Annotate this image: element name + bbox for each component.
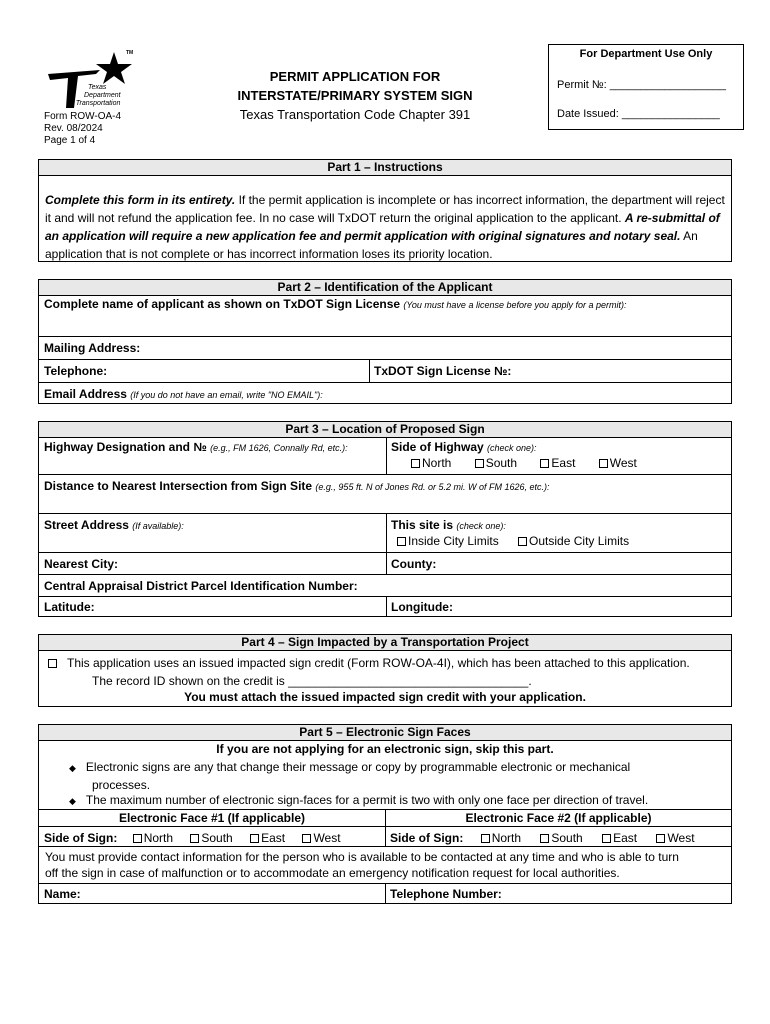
email-field[interactable] <box>39 385 328 403</box>
contact-row <box>39 883 731 904</box>
contact-notice: You must provide contact information for the person who is available to be contacted at any time and who is able to turn off the sign in case of malfunction or to accommodate an emergency notification request for local authorities. <box>45 850 679 880</box>
part5-electronic-faces <box>38 724 732 904</box>
applicant-name-field[interactable] <box>39 295 632 313</box>
longitude-field[interactable]: Longitude: <box>391 600 453 614</box>
site-limits <box>386 516 511 534</box>
site-label: This site is <box>391 518 454 532</box>
part2-heading: Part 2 – Identification of the Applicant <box>39 280 731 296</box>
side-north-checkbox[interactable]: North <box>411 456 451 470</box>
contact-name-field[interactable]: Name: <box>44 887 81 901</box>
inside-city-checkbox[interactable]: Inside City Limits <box>397 534 499 548</box>
bullet-icon: ◆ <box>69 763 76 773</box>
part3-heading: Part 3 – Location of Proposed Sign <box>39 422 731 438</box>
email-hint: (If you do not have an email, write "NO EMAIL"): <box>130 390 323 400</box>
part1-body-2: An application that is not complete or has incorrect information loses its priority location. <box>45 229 698 261</box>
city-row <box>39 552 731 574</box>
distance-field[interactable] <box>39 477 555 495</box>
face2-west-checkbox[interactable]: West <box>656 831 694 845</box>
face1-east-checkbox[interactable]: East <box>250 831 285 845</box>
sign-license-field[interactable]: TxDOT Sign License №: <box>374 364 512 378</box>
telephone-row <box>39 359 731 382</box>
applicant-name-hint: (You must have a license before you apply for a permit): <box>403 300 627 310</box>
form-title <box>200 67 510 124</box>
permit-number-field[interactable]: Permit №: ___________________ <box>557 79 726 91</box>
logo-line3: of Transportation <box>68 100 121 107</box>
bullet-2: ◆ The maximum number of electronic sign-faces for a permit is two with only one face per direction of travel. <box>69 793 649 807</box>
attach-credit-notice: You must attach the issued impacted sign credit with your application. <box>184 690 586 704</box>
form-number: Form ROW-OA-4 <box>44 111 122 122</box>
part1-emphasis-1: Complete this form in its entirety. <box>45 193 236 207</box>
highway-field[interactable] <box>39 438 353 456</box>
logo-line1: Texas <box>88 84 107 91</box>
department-use-box <box>548 44 744 130</box>
logo-line2: Department <box>84 92 121 99</box>
site-hint: (check one): <box>456 521 506 531</box>
side-checkboxes <box>411 456 637 470</box>
county-field[interactable]: County: <box>391 557 437 571</box>
face2-heading: Electronic Face #2 (If applicable) <box>465 811 652 825</box>
part5-heading: Part 5 – Electronic Sign Faces <box>39 725 731 741</box>
distance-row <box>39 474 731 513</box>
title-line1: PERMIT APPLICATION FOR <box>269 69 441 84</box>
checkbox-icon <box>250 834 259 843</box>
side-hint: (check one): <box>487 443 537 453</box>
skip-notice: If you are not applying for an electronic sign, skip this part. <box>216 742 554 756</box>
checkbox-icon <box>540 459 549 468</box>
checkbox-icon <box>602 834 611 843</box>
side-east-checkbox[interactable]: East <box>540 456 575 470</box>
latitude-field[interactable]: Latitude: <box>44 600 95 614</box>
side-west-checkbox[interactable]: West <box>599 456 637 470</box>
outside-city-checkbox[interactable]: Outside City Limits <box>518 534 629 548</box>
side-of-highway <box>386 438 542 456</box>
checkbox-icon <box>540 834 549 843</box>
face2-side: Side of Sign: North South East West <box>390 831 695 845</box>
applicant-name-label: Complete name of applicant as shown on TxDOT Sign License <box>44 297 401 311</box>
date-issued-field[interactable]: Date Issued: ________________ <box>557 108 720 120</box>
highway-row <box>39 437 731 474</box>
contact-notice-row <box>39 846 731 883</box>
face2-south-checkbox[interactable]: South <box>540 831 582 845</box>
impacted-credit-option[interactable] <box>43 654 695 672</box>
part1-heading: Part 1 – Instructions <box>39 160 731 176</box>
checkbox-icon <box>48 659 57 668</box>
face2-east-checkbox[interactable]: East <box>602 831 637 845</box>
department-use-heading: For Department Use Only <box>579 48 713 60</box>
mailing-row <box>39 336 731 359</box>
highway-label: Highway Designation and № <box>44 440 207 454</box>
mailing-address-field[interactable]: Mailing Address: <box>44 341 141 355</box>
checkbox-icon <box>302 834 311 843</box>
bullet-1: ◆ Electronic signs are any that change their message or copy by programmable electronic or mechanical processes. <box>69 760 631 792</box>
part2-applicant <box>38 279 732 404</box>
street-label: Street Address <box>44 518 129 532</box>
face1-heading: Electronic Face #1 (If applicable) <box>118 811 306 825</box>
checkbox-icon <box>133 834 142 843</box>
checkbox-icon <box>599 459 608 468</box>
form-revision: Rev. 08/2024 <box>44 123 103 134</box>
faces-side-row <box>39 826 731 846</box>
distance-label: Distance to Nearest Intersection from Sign Site <box>44 479 313 493</box>
part1-body-1: If the permit application is incomplete or has incorrect information, the department will reject it and will not refund the application fee. In no case will TxDOT return the original application to the applicant. <box>45 193 725 225</box>
txdot-logo <box>44 44 144 112</box>
bullet-icon: ◆ <box>69 796 76 806</box>
face1-north-checkbox[interactable]: North <box>133 831 173 845</box>
highway-hint: (e.g., FM 1626, Connally Rd, etc.): <box>210 443 348 453</box>
part4-impacted-sign <box>38 634 732 707</box>
part1-text <box>45 191 725 263</box>
title-line3: Texas Transportation Code Chapter 391 <box>239 107 471 122</box>
side-label: Side of Highway <box>391 440 484 454</box>
checkbox-icon <box>411 459 420 468</box>
faces-header-row <box>39 809 731 826</box>
side-south-checkbox[interactable]: South <box>475 456 517 470</box>
part3-location <box>38 421 732 617</box>
part1-emphasis-2: A re-submittal of an application will require a new application fee and permit application with original signatures and notary seal. <box>45 211 720 243</box>
telephone-field[interactable]: Telephone: <box>44 364 108 378</box>
street-row <box>39 513 731 552</box>
page-number: Page 1 of 4 <box>44 135 96 146</box>
parcel-id-field[interactable]: Central Appraisal District Parcel Identification Number: <box>44 579 358 593</box>
email-label: Email Address <box>44 387 127 401</box>
face1-west-checkbox[interactable]: West <box>302 831 340 845</box>
face1-side: Side of Sign: North South East West <box>44 831 341 845</box>
impacted-credit-text: This application uses an issued impacted sign credit (Form ROW-OA-4I), which has been attached to this application. <box>67 656 690 670</box>
part1-instructions <box>38 159 732 262</box>
distance-hint: (e.g., 955 ft. N of Jones Rd. or 5.2 mi. W of FM 1626, etc.): <box>315 482 550 492</box>
face2-north-checkbox[interactable]: North <box>481 831 521 845</box>
logo-tm: TM <box>126 50 134 56</box>
parcel-row <box>39 574 731 596</box>
checkbox-icon <box>397 537 406 546</box>
street-address-field[interactable] <box>39 516 189 534</box>
nearest-city-field[interactable]: Nearest City: <box>44 557 119 571</box>
contact-phone-field[interactable]: Telephone Number: <box>390 887 502 901</box>
checkbox-icon <box>656 834 665 843</box>
checkbox-icon <box>190 834 199 843</box>
latlong-row <box>39 596 731 617</box>
record-id-field[interactable]: The record ID shown on the credit is ____________________________________. <box>92 674 532 688</box>
checkbox-icon <box>475 459 484 468</box>
email-row <box>39 382 731 404</box>
face1-south-checkbox[interactable]: South <box>190 831 232 845</box>
checkbox-icon <box>518 537 527 546</box>
street-hint: (If available): <box>132 521 184 531</box>
part4-heading: Part 4 – Sign Impacted by a Transportation Project <box>39 635 731 651</box>
title-line2: INTERSTATE/PRIMARY SYSTEM SIGN <box>237 88 473 103</box>
checkbox-icon <box>481 834 490 843</box>
site-checkboxes <box>397 534 629 548</box>
